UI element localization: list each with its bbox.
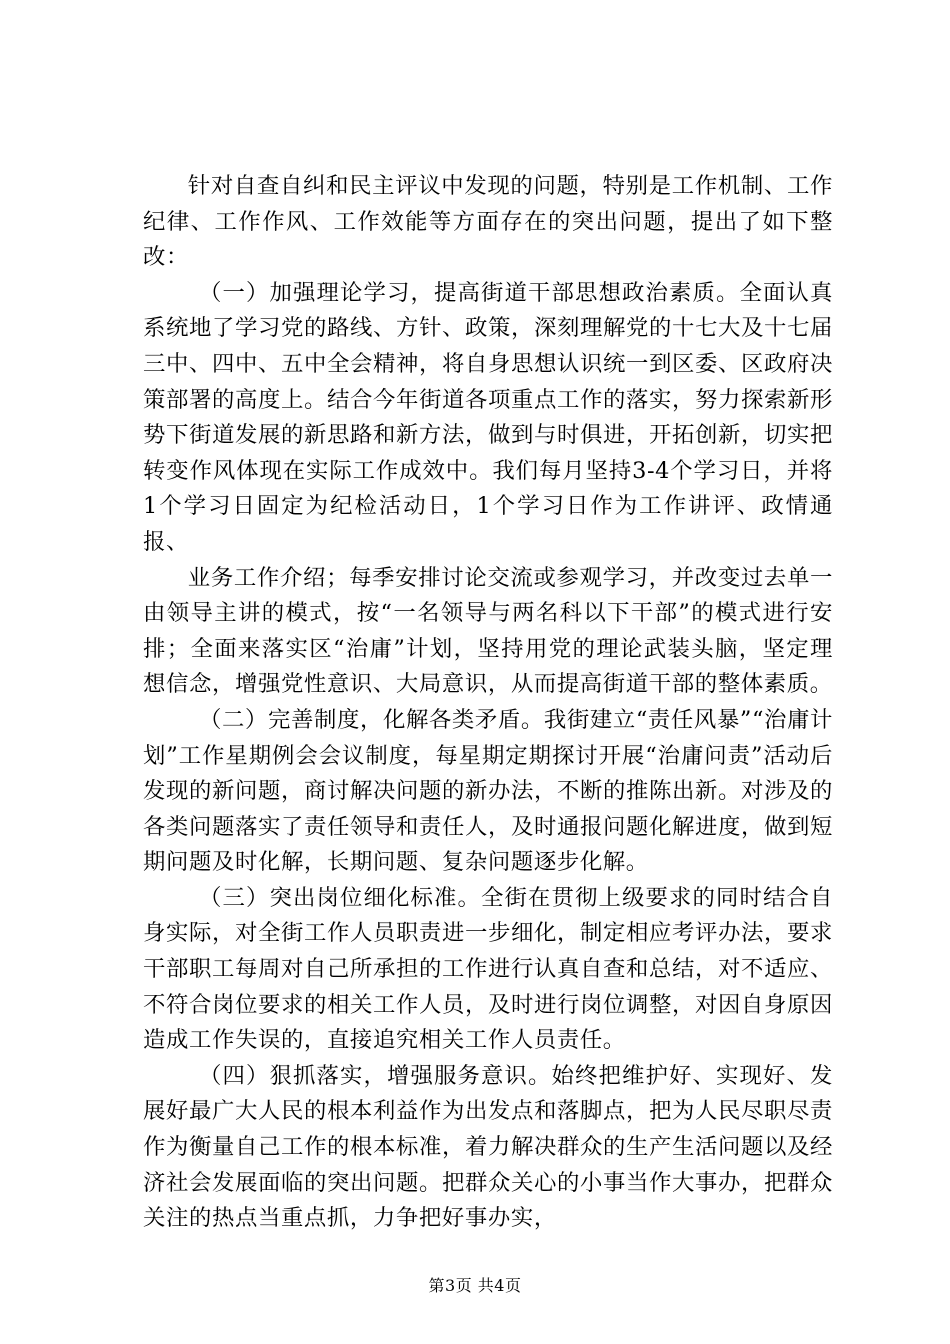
paragraph-section-1-continued: 业务工作介绍；每季安排讨论交流或参观学习，并改变过去单一由领导主讲的模式，按“一名领导与两名科以下干部”的模式进行安排；全面来落实区“治庸”计划，坚持用党的理论武装头脑，坚定理想信念，增强党性意识、大局意识，从而提高街道干部的整体素质。: [143, 564, 833, 698]
document-body: [143, 169, 833, 1237]
paragraph-section-4: （四）狠抓落实，增强服务意识。始终把维护好、实现好、发展好最广大人民的根本利益作为出发点和落脚点，把为人民尽职尽责作为衡量自己工作的根本标准，着力解决群众的生产生活问题以及经济社会发展面临的突出问题。把群众关心的小事当作大事办，把群众关注的热点当重点抓，力争把好事办实，: [143, 1062, 833, 1232]
paragraph-section-2: （二）完善制度，化解各类矛盾。我街建立“责任风暴”“治庸计划”工作星期例会会议制度，每星期定期探讨开展“治庸问责”活动后发现的新问题，商讨解决问题的新办法，不断的推陈出新。对涉及的各类问题落实了责任领导和责任人，及时通报问题化解进度，做到短期问题及时化解，长期问题、复杂问题逐步化解。: [143, 706, 833, 876]
paragraph-section-3: （三）突出岗位细化标准。全街在贯彻上级要求的同时结合自身实际，对全街工作人员职责进一步细化，制定相应考评办法，要求干部职工每周对自己所承担的工作进行认真自查和总结，对不适应、不符合岗位要求的相关工作人员，及时进行岗位调整，对因自身原因造成工作失误的，直接追究相关工作人员责任。: [143, 884, 833, 1054]
page-number-footer: 第3页 共4页: [428, 1276, 522, 1295]
paragraph-section-1: （一）加强理论学习，提高街道干部思想政治素质。全面认真系统地了学习党的路线、方针、政策，深刻理解党的十七大及十七届三中、四中、五中全会精神，将自身思想认识统一到区委、区政府决策部署的高度上。结合今年街道各项重点工作的落实，努力探索新形势下街道发展的新思路和新方法，做到与时俱进，开拓创新，切实把转变作风体现在实际工作成效中。我们每月坚持3-4个学习日，并将1个学习日固定为纪检活动日，1个学习日作为工作讲评、政情通报、: [143, 279, 833, 555]
paragraph-intro: 针对自查自纠和民主评议中发现的问题，特别是工作机制、工作纪律、工作作风、工作效能等方面存在的突出问题，提出了如下整改：: [143, 173, 833, 271]
